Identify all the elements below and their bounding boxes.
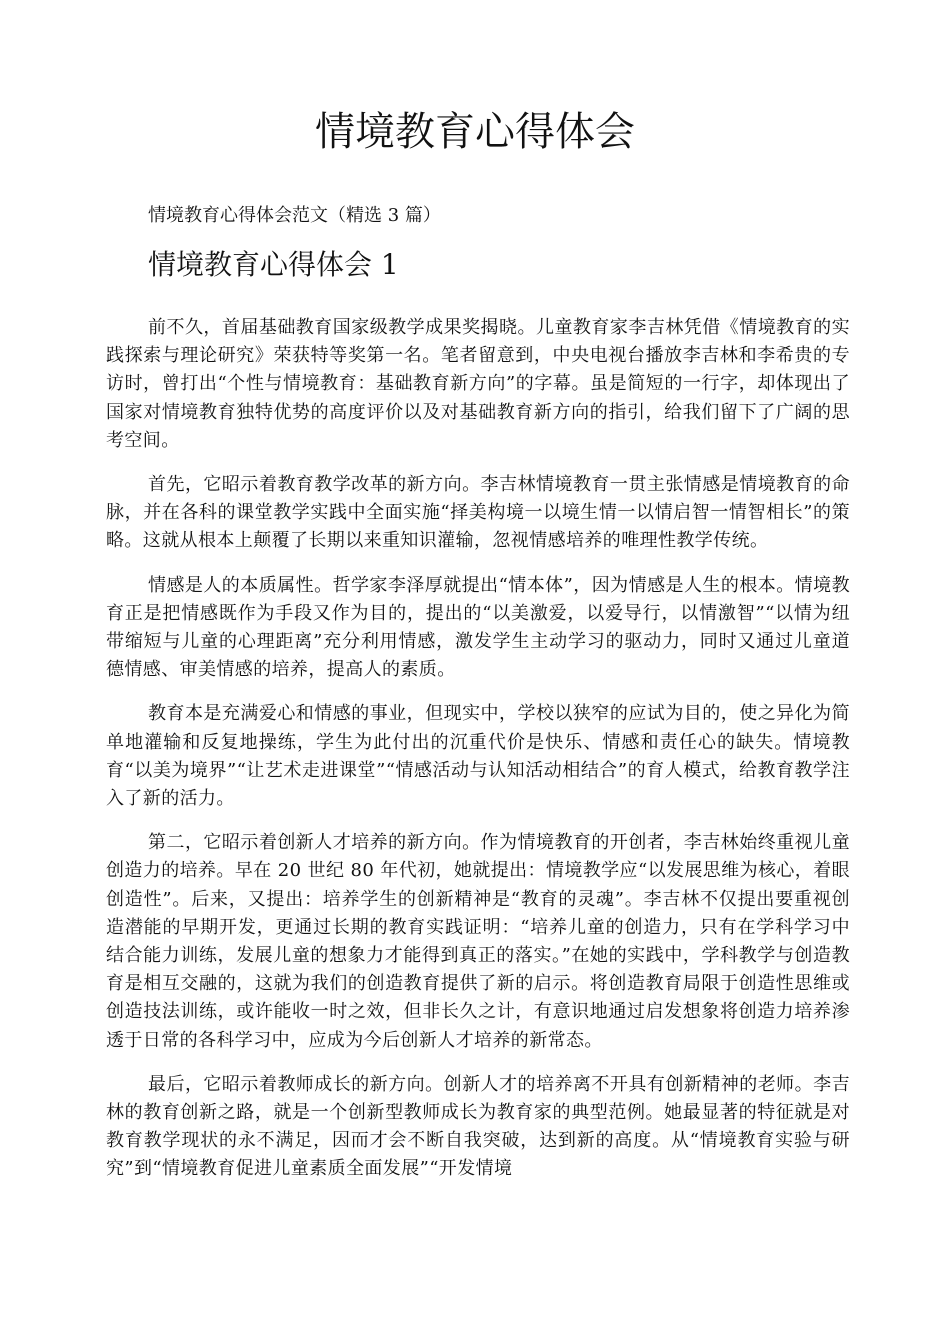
document-body: [106, 314, 850, 1200]
paragraph: 第二，它昭示着创新人才培养的新方向。作为情境教育的开创者，李吉林始终重视儿童创造力的培养。早在 20 世纪 80 年代初，她就提出：情境教学应“以发展思维为核心，着眼创造性”。后来，又提出：培养学生的创新精神是“教育的灵魂”。李吉林不仅提出要重视创造潜能的早期开发，更通过长期的教育实践证明：“培养儿童的创造力，只有在学科学习中结合能力训练，发展儿童的想象力才能得到真正的落实。”在她的实践中，学科教学与创造教育是相互交融的，这就为我们的创造教育提供了新的启示。将创造教育局限于创造性思维或创造技法训练，或许能收一时之效，但非长久之计，有意识地通过启发想象将创造力培养渗透于日常的各科学习中，应成为今后创新人才培养的新常态。: [106, 832, 850, 1051]
document-title: 情境教育心得体会: [315, 109, 635, 155]
paragraph: 教育本是充满爱心和情感的事业，但现实中，学校以狭窄的应试为目的，使之异化为简单地灌输和反复地操练，学生为此付出的沉重代价是快乐、情感和责任心的缺失。情境教育“以美为境界”“让艺术走进课堂”“情感活动与认知活动相结合”的育人模式，给教育教学注入了新的活力。: [106, 703, 850, 810]
document-subtitle: 情境教育心得体会范文（精选 3 篇）: [148, 205, 441, 226]
paragraph: 情感是人的本质属性。哲学家李泽厚就提出“情本体”，因为情感是人生的根本。情境教育正是把情感既作为手段又作为目的，提出的“以美激爱，以爱导行，以情激智”“以情为纽带缩短与儿童的心理距离”充分利用情感，激发学生主动学习的驱动力，同时又通过儿童道德情感、审美情感的培养，提高人的素质。: [106, 574, 850, 681]
paragraph: 前不久，首届基础教育国家级教学成果奖揭晓。儿童教育家李吉林凭借《情境教育的实践探索与理论研究》荣获特等奖第一名。笔者留意到，中央电视台播放李吉林和李希贵的专访时，曾打出“个性与情境教育：基础教育新方向”的字幕。虽是简短的一行字，却体现出了国家对情境教育独特优势的高度评价以及对基础教育新方向的指引，给我们留下了广阔的思考空间。: [106, 317, 850, 451]
section-heading: 情境教育心得体会 1: [148, 248, 399, 281]
paragraph: 最后，它昭示着教师成长的新方向。创新人才的培养离不开具有创新精神的老师。李吉林的教育创新之路，就是一个创新型教师成长为教育家的典型范例。她最显著的特征就是对教育教学现状的永不满足，因而才会不断自我突破，达到新的高度。从“情境教育实验与研究”到“情境教育促进儿童素质全面发展”“开发情境: [106, 1073, 850, 1180]
paragraph: 首先，它昭示着教育教学改革的新方向。李吉林情境教育一贯主张情感是情境教育的命脉，并在各科的课堂教学实践中全面实施“择美构境一以境生情一以情启智一情智相长”的策略。这就从根本上颠覆了长期以来重知识灌输，忽视情感培养的唯理性教学传统。: [106, 474, 850, 552]
